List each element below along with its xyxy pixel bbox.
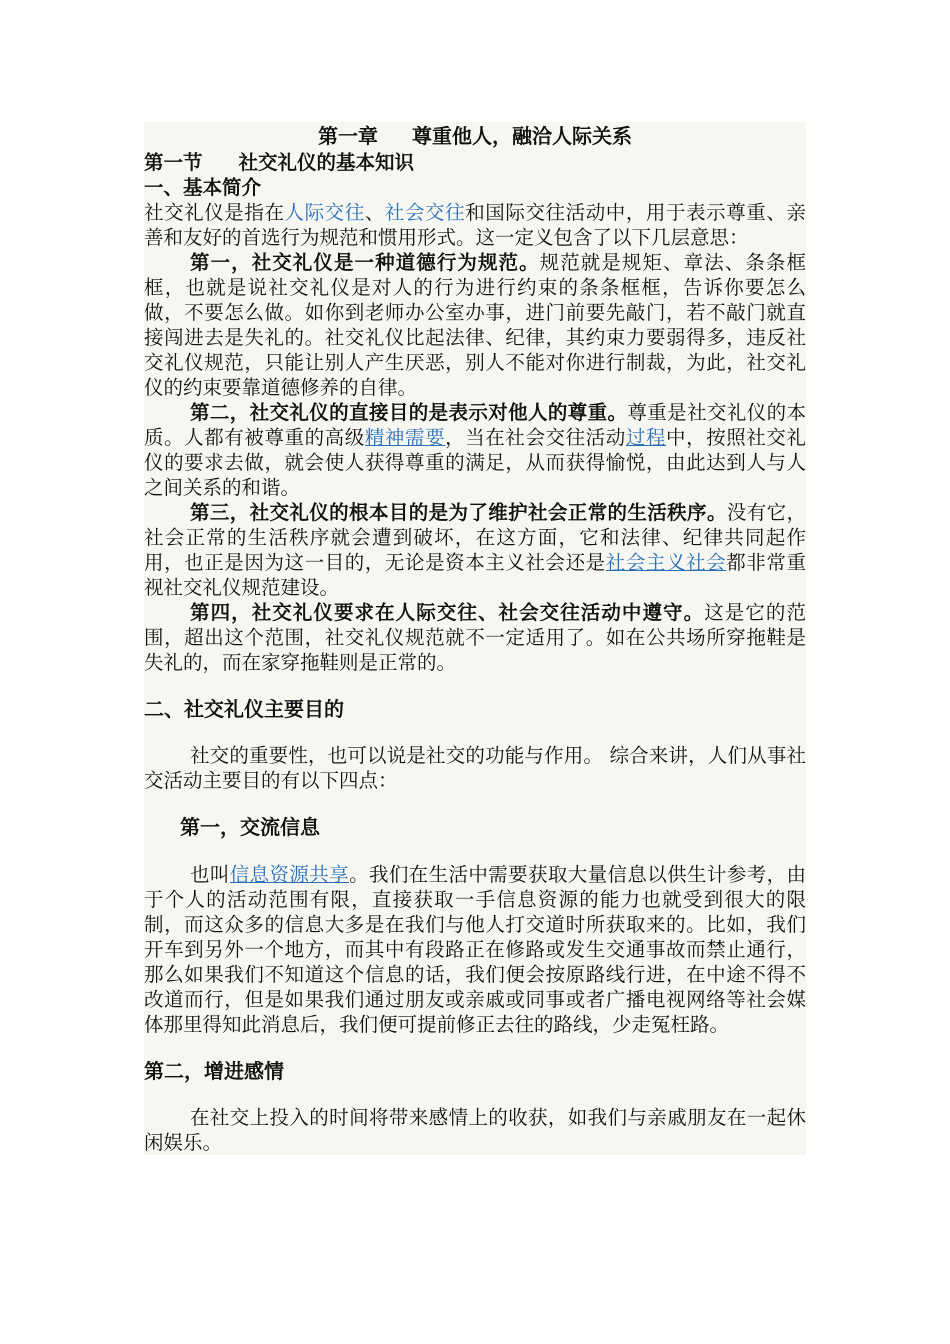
chapter-name: 尊重他人，融洽人际关系 [412,124,632,148]
info-paragraph: 也叫信息资源共享。我们在生活中需要获取大量信息以供生计参考，由于个人的活动范围有限，直接获取一手信息资源的能力也就受到很大的限制，而这众多的信息大多是在我们与他人打交道时所获取来的。比如，我们开车到另外一个地方，而其中有段路正在修路或发生交通事故而禁止通行，那么如果我们不知道这个信息的话，我们便会按原路线行进，在中途不得不改道而行，但是如果我们通过朋友或亲戚或同事或者广播电视网络等社会媒体那里得知此消息后，我们便可提前修正去往的路线，少走冤枉路。 [144,863,806,1036]
link-interpersonal[interactable]: 人际交往 [284,201,365,224]
chapter-number: 第一章 [318,124,378,148]
link-spiritual-need[interactable]: 精神需要 [364,426,446,449]
point-four-paragraph: 第四，社交礼仪要求在人际交往、社会交往活动中遵守。这是它的范围，超出这个范围，社交礼仪规范就不一定适用了。如在公共场所穿拖鞋是失礼的，而在家穿拖鞋则是正常的。 [144,601,806,674]
point-three-paragraph: 第三，社交礼仪的根本目的是为了维护社会正常的生活秩序。没有它，社会正常的生活秩序就会遭到破坏，在这方面，它和法律、纪律共同起作用，也正是因为这一目的，无论是资本主义社会还是社会主义社会都非常重视社交礼仪规范建设。 [144,501,806,599]
intro-paragraph: 社交礼仪是指在人际交往、社会交往和国际交往活动中，用于表示尊重、亲善和友好的首选行为规范和惯用形式。这一定义包含了以下几层意思： [144,201,806,249]
link-process[interactable]: 过程 [625,426,666,449]
link-info-sharing[interactable]: 信息资源共享 [229,863,350,886]
point-four-lead: 第四，社交礼仪要求在人际交往、社会交往活动中遵守。 [190,601,705,624]
section-name: 社交礼仪的基本知识 [238,151,415,174]
section-title [144,150,806,175]
subheading-exchange-info: 第一，交流信息 [180,815,320,839]
heading-main-purpose: 二、社交礼仪主要目的 [144,697,344,721]
point-two-lead: 第二，社交礼仪的直接目的是表示对他人的尊重。 [190,401,628,424]
subheading-enhance-feelings: 第二，增进感情 [144,1059,284,1083]
heading-basic-intro: 一、基本简介 [144,176,262,199]
point-two-paragraph: 第二，社交礼仪的直接目的是表示对他人的尊重。尊重是社交礼仪的本质。人都有被尊重的高级精神需要，当在社会交往活动过程中，按照社交礼仪的要求去做，就会使人获得尊重的满足，从而获得愉悦，由此达到人与人之间关系的和谐。 [144,401,806,499]
document-page [144,122,806,1155]
section-number: 第一节 [144,151,203,174]
content-band [144,122,806,1155]
link-social-interaction[interactable]: 社会交往 [384,201,466,224]
link-socialist-society[interactable]: 社会主义社会 [605,551,727,574]
point-three-lead: 第三，社交礼仪的根本目的是为了维护社会正常的生活秩序。 [190,501,727,524]
point-one-paragraph: 第一，社交礼仪是一种道德行为规范。规范就是规矩、章法、条条框框，也就是说社交礼仪是对人的行为进行约束的条条框框，告诉你要怎么做，不要怎么做。如你到老师办公室办事，进门前要先敲门，若不敲门就直接闯进去是失礼的。社交礼仪比起法律、纪律，其约束力要弱得多，违反社交礼仪规范，只能让别人产生厌恶，别人不能对你进行制裁，为此，社交礼仪的约束要靠道德修养的自律。 [144,251,806,399]
point-one-lead: 第一，社交礼仪是一种道德行为规范。 [190,251,540,274]
purpose-paragraph: 社交的重要性，也可以说是社交的功能与作用。 综合来讲，人们从事社交活动主要目的有以下四点： [144,744,806,792]
chapter-title [144,122,806,150]
feelings-paragraph: 在社交上投入的时间将带来感情上的收获，如我们与亲戚朋友在一起休闲娱乐。 [144,1106,806,1154]
